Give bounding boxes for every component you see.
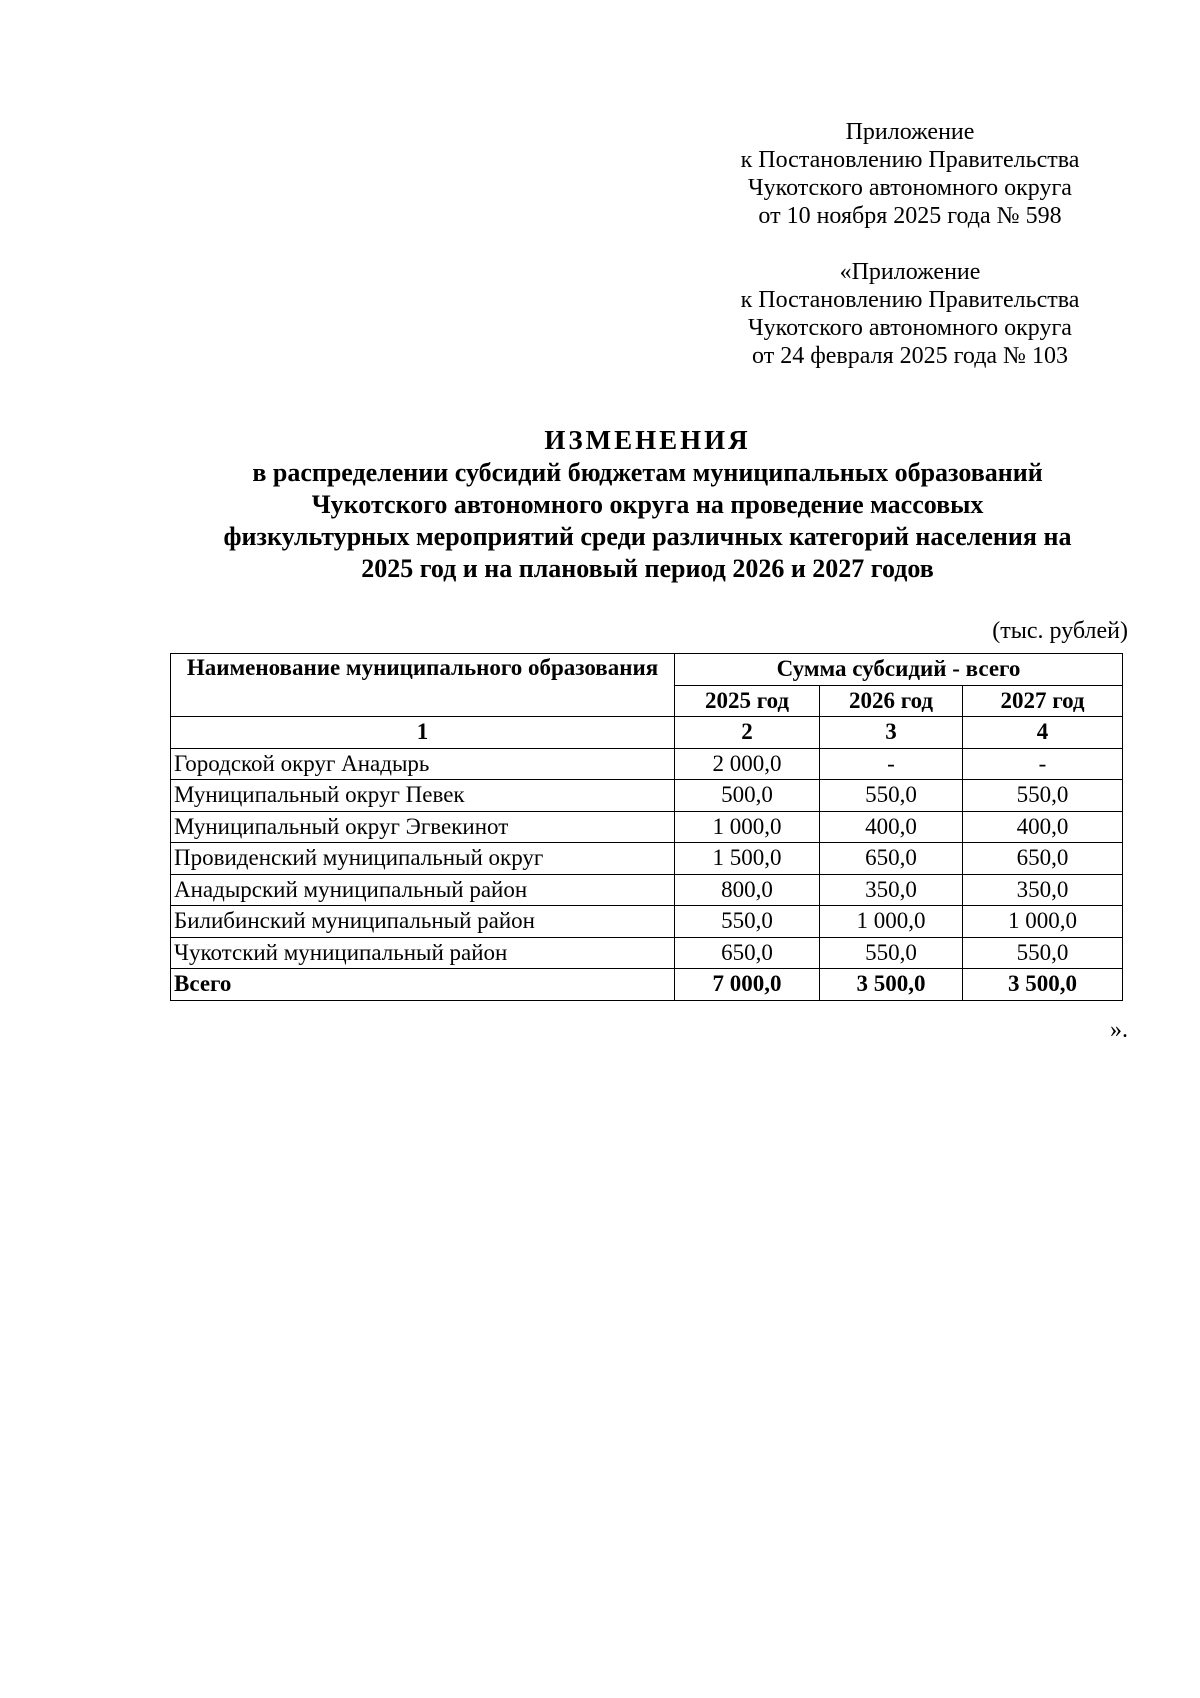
municipality-name: Муниципальный округ Эгвекинот: [171, 811, 675, 843]
value-2026: 350,0: [820, 874, 963, 906]
table-row: [171, 906, 1123, 938]
municipality-name: Городской округ Анадырь: [171, 748, 675, 780]
value-2026: 550,0: [820, 780, 963, 812]
appendix-header-original: [680, 258, 1140, 370]
value-2025: 800,0: [675, 874, 820, 906]
document-title-block: [90, 423, 1200, 585]
document-title: ИЗМЕНЕНИЯ: [544, 425, 751, 455]
subtitle-line: Чукотского автономного округа на проведение массовых: [311, 490, 984, 519]
table-row: [171, 874, 1123, 906]
column-number: 4: [963, 717, 1123, 749]
header-year-2026: 2026 год: [820, 685, 963, 717]
table-row: [171, 748, 1123, 780]
header-year-2027: 2027 год: [963, 685, 1123, 717]
value-2027: 400,0: [963, 811, 1123, 843]
value-2026: 650,0: [820, 843, 963, 875]
total-2026: 3 500,0: [820, 969, 963, 1001]
appendix-resolution-line: к Постановлению Правительства: [740, 147, 1080, 173]
subtitle-line: в распределении субсидий бюджетам муниципальных образований: [252, 458, 1043, 487]
value-2025: 500,0: [675, 780, 820, 812]
value-2027: 550,0: [963, 780, 1123, 812]
value-2025: 650,0: [675, 937, 820, 969]
value-2025: 2 000,0: [675, 748, 820, 780]
value-2027: 550,0: [963, 937, 1123, 969]
value-2025: 1 000,0: [675, 811, 820, 843]
table-row: [171, 937, 1123, 969]
value-2026: 550,0: [820, 937, 963, 969]
value-2025: 550,0: [675, 906, 820, 938]
table-row: [171, 843, 1123, 875]
table-row: [171, 811, 1123, 843]
value-2026: 400,0: [820, 811, 963, 843]
subsidy-table: [170, 653, 1123, 1001]
value-2027: -: [963, 748, 1123, 780]
municipality-name: Анадырский муниципальный район: [171, 874, 675, 906]
appendix-label: «Приложение: [839, 259, 981, 285]
appendix-header-current: [680, 118, 1140, 230]
appendix-region-line: Чукотского автономного округа: [748, 175, 1072, 201]
table-total-row: [171, 969, 1123, 1001]
header-subsidy-total: Сумма субсидий - всего: [675, 654, 1123, 686]
appendix-resolution-line: к Постановлению Правительства: [740, 287, 1080, 313]
total-2025: 7 000,0: [675, 969, 820, 1001]
appendix-label: Приложение: [845, 119, 975, 145]
municipality-name: Билибинский муниципальный район: [171, 906, 675, 938]
municipality-name: Муниципальный округ Певек: [171, 780, 675, 812]
value-2027: 350,0: [963, 874, 1123, 906]
header-year-2025: 2025 год: [675, 685, 820, 717]
table-row: [171, 780, 1123, 812]
value-2026: -: [820, 748, 963, 780]
column-number: 2: [675, 717, 820, 749]
table-header-row: [171, 654, 1123, 686]
column-number: 1: [171, 717, 675, 749]
header-municipality: Наименование муниципального образования: [171, 654, 675, 717]
closing-quote-mark: ».: [1110, 1017, 1128, 1043]
total-2027: 3 500,0: [963, 969, 1123, 1001]
value-2027: 1 000,0: [963, 906, 1123, 938]
subtitle-line: 2025 год и на плановый период 2026 и 2027 годов: [361, 554, 934, 583]
value-2027: 650,0: [963, 843, 1123, 875]
units-label: (тыс. рублей): [992, 618, 1128, 644]
total-label: Всего: [171, 969, 675, 1001]
column-number-row: [171, 717, 1123, 749]
column-number: 3: [820, 717, 963, 749]
municipality-name: Провиденский муниципальный округ: [171, 843, 675, 875]
appendix-date-line: от 24 февраля 2025 года № 103: [752, 343, 1068, 369]
value-2026: 1 000,0: [820, 906, 963, 938]
municipality-name: Чукотский муниципальный район: [171, 937, 675, 969]
subtitle-line: физкультурных мероприятий среди различных категорий населения на: [223, 522, 1072, 551]
appendix-date-line: от 10 ноября 2025 года № 598: [758, 203, 1062, 229]
document-subtitle: [90, 457, 1200, 585]
appendix-region-line: Чукотского автономного округа: [748, 315, 1072, 341]
value-2025: 1 500,0: [675, 843, 820, 875]
